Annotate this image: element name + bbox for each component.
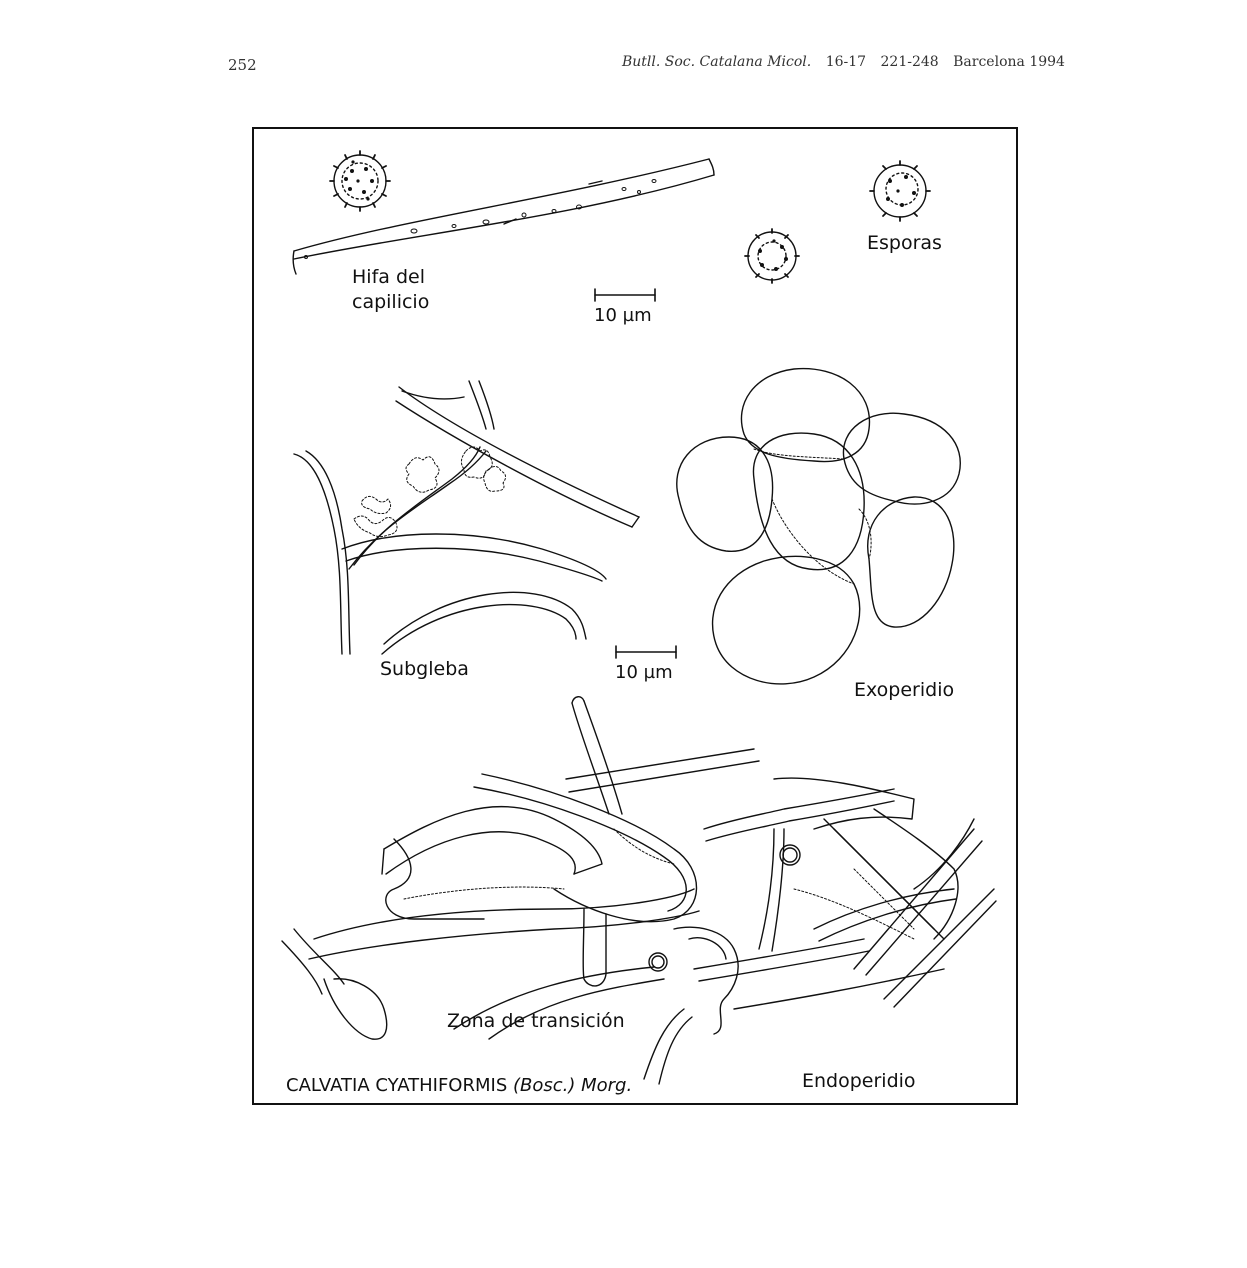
page-number: 252 xyxy=(228,56,257,74)
spore-1-drawing xyxy=(330,151,390,211)
label-hifa-line2: capilicio xyxy=(352,291,430,313)
running-head xyxy=(622,54,1075,70)
subgleba-drawing xyxy=(294,381,639,654)
label-endoperidio: Endoperidio xyxy=(802,1070,916,1092)
label-scale-top: 10 µm xyxy=(594,305,652,326)
caption-species: CALVATIA CYATHIFORMIS xyxy=(286,1075,508,1096)
spore-2-drawing xyxy=(745,229,799,283)
label-zona-transicion: Zona de transición xyxy=(447,1010,625,1032)
illustration-plate xyxy=(252,127,1018,1105)
label-scale-middle: 10 µm xyxy=(615,662,673,683)
journal-pages: 221-248 xyxy=(880,54,939,70)
journal-name: Butll. Soc. Catalana Micol. xyxy=(622,54,812,70)
caption-authors: (Bosc.) Morg. xyxy=(512,1075,633,1096)
label-subgleba: Subgleba xyxy=(380,658,469,680)
scale-bar-top xyxy=(595,289,655,301)
label-esporas: Esporas xyxy=(867,232,942,254)
transition-zone-drawing xyxy=(282,697,996,1084)
scale-bar-middle xyxy=(616,646,676,658)
label-exoperidio: Exoperidio xyxy=(854,679,955,701)
label-hifa-line1: Hifa del xyxy=(352,266,425,288)
capillitium-hypha-drawing xyxy=(293,159,714,274)
plate-caption xyxy=(286,1075,632,1096)
journal-place-year: Barcelona 1994 xyxy=(953,54,1065,70)
exoperidium-drawing xyxy=(677,369,961,684)
journal-volume: 16-17 xyxy=(825,54,867,70)
spore-3-drawing xyxy=(870,161,930,221)
